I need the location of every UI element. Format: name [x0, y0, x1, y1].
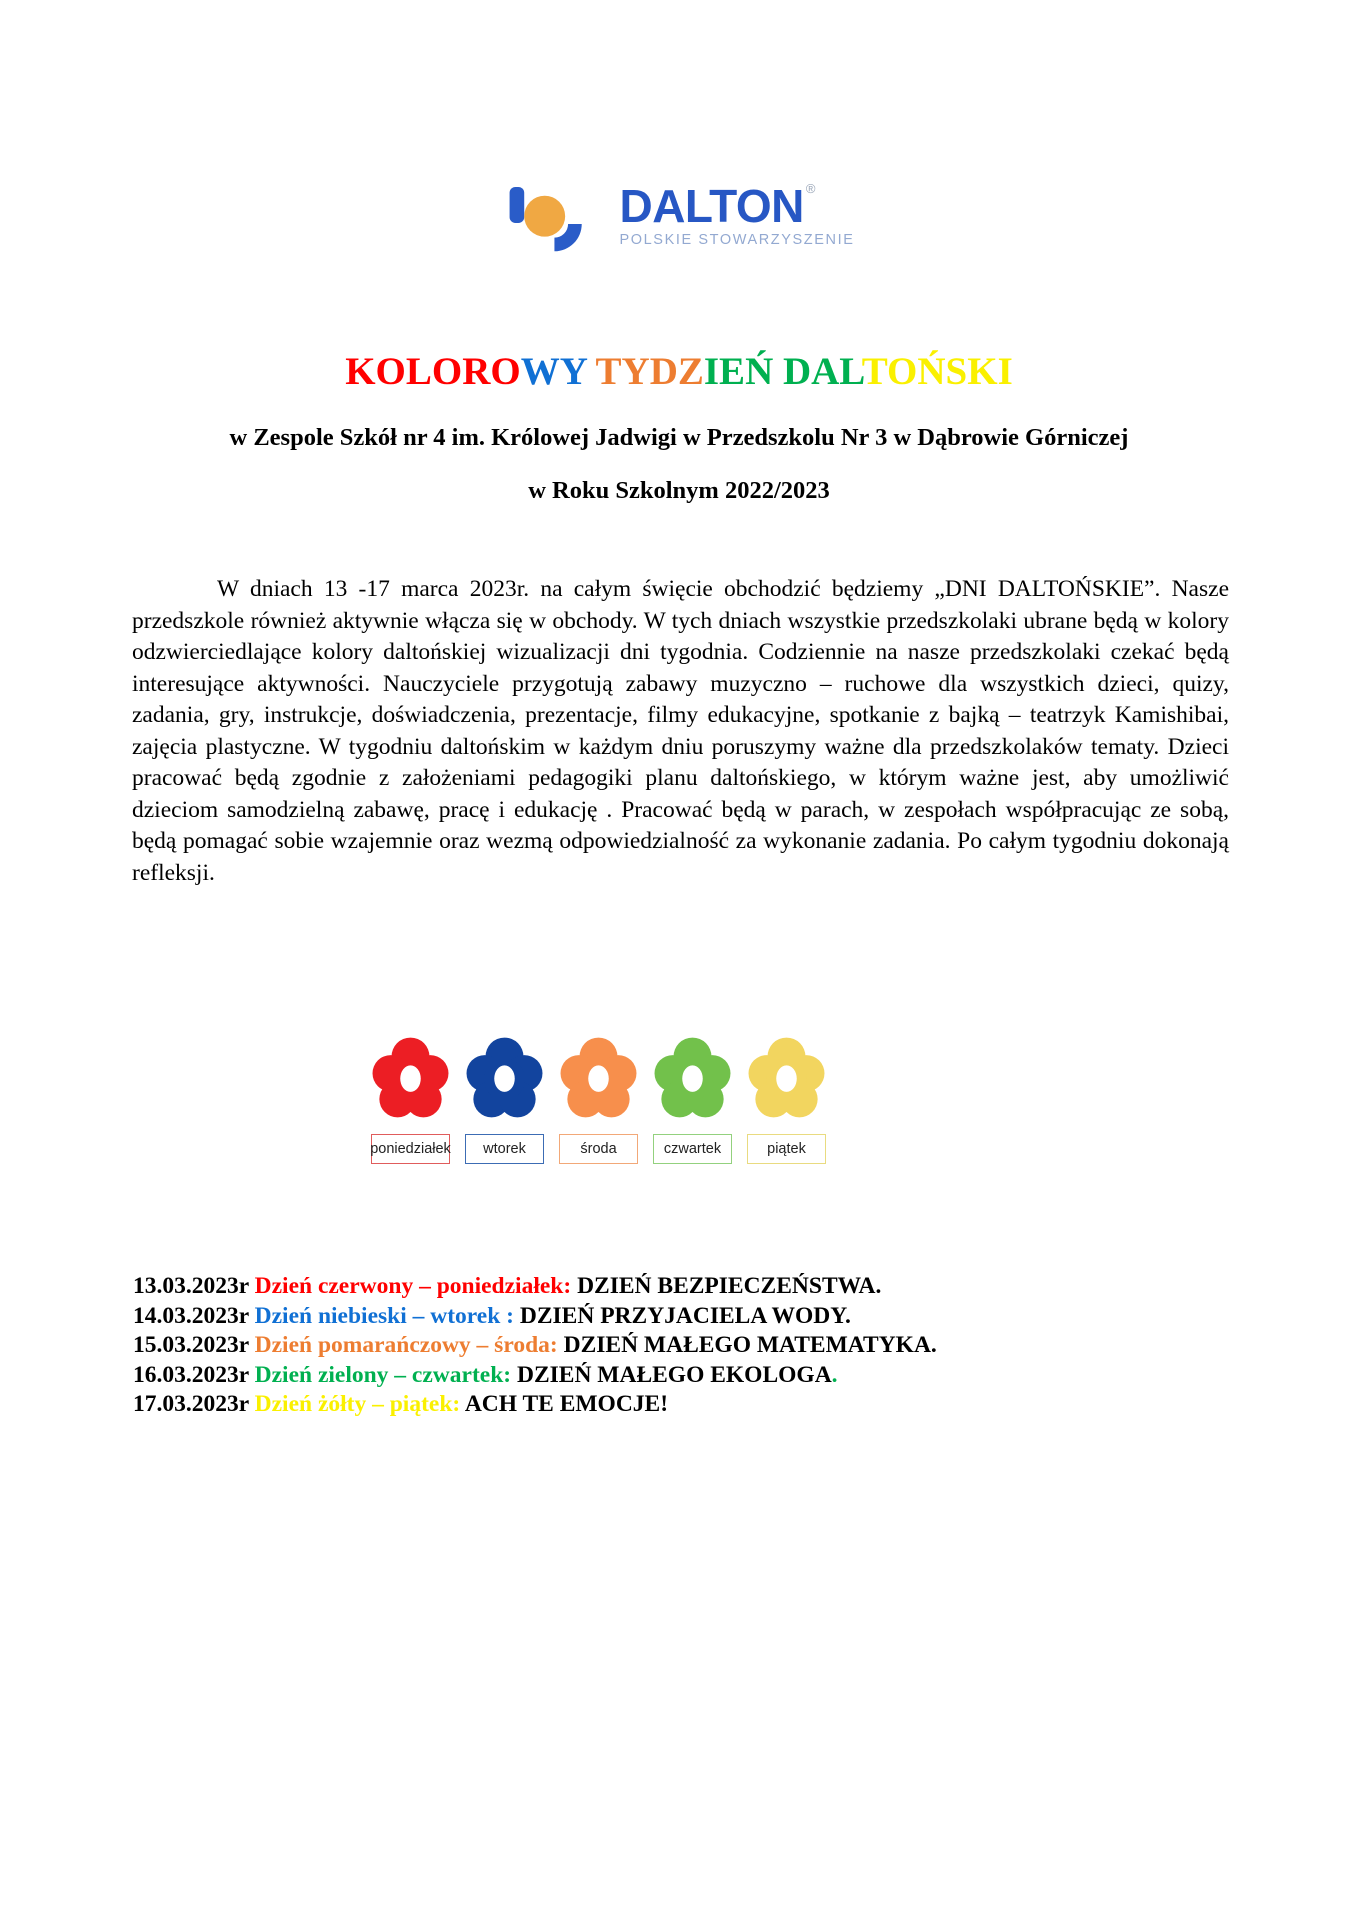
- day-label-box: poniedziałek: [371, 1134, 450, 1164]
- logo-tagline: POLSKIE STOWARZYSZENIE: [619, 232, 855, 248]
- day-label-box: piątek: [747, 1134, 826, 1164]
- schedule-list: [133, 1272, 1233, 1420]
- title-segment: KOLORO: [345, 350, 521, 393]
- schedule-segment: DZIEŃ BEZPIECZEŃSTWA.: [577, 1273, 882, 1299]
- schedule-segment: DZIEŃ MAŁEGO EKOLOGA: [516, 1361, 832, 1388]
- day-column: [559, 1034, 638, 1164]
- weekday-flowers-row: [371, 1034, 826, 1164]
- schedule-segment: DZIEŃ MAŁEGO MATEMATYKA.: [563, 1332, 937, 1358]
- day-label-box: wtorek: [465, 1134, 544, 1164]
- day-column: [653, 1034, 732, 1164]
- flower-icon: [465, 1034, 544, 1124]
- schedule-segment: 13.03.2023r: [133, 1273, 255, 1299]
- title-segment: WY: [520, 350, 587, 393]
- schedule-line: [133, 1331, 1233, 1361]
- dalton-logo-icon: [503, 185, 601, 263]
- dalton-logo: [503, 180, 855, 263]
- schedule-line: [133, 1302, 1233, 1332]
- schedule-segment: 16.03.2023r: [133, 1361, 255, 1388]
- title-segment: TYDZ: [586, 350, 704, 393]
- day-label-box: środa: [559, 1134, 638, 1164]
- schedule-line: [133, 1272, 1233, 1302]
- subtitle-year: w Roku Szkolnym 2022/2023: [528, 477, 830, 504]
- title-segment: TOŃSKI: [861, 350, 1013, 393]
- schedule-segment: DZIEŃ PRZYJACIELA WODY.: [519, 1302, 851, 1329]
- day-column: [465, 1034, 544, 1164]
- schedule-segment: Dzień czerwony – poniedziałek:: [254, 1273, 578, 1299]
- document-title: [0, 350, 1358, 394]
- logo-brand-text: DALTON: [619, 180, 804, 232]
- schedule-segment: Dzień pomarańczowy – środa:: [254, 1332, 564, 1358]
- flower-icon: [747, 1034, 826, 1124]
- flower-icon: [653, 1034, 732, 1124]
- flower-icon: [559, 1034, 638, 1124]
- schedule-segment: 17.03.2023r: [133, 1391, 255, 1417]
- intro-paragraph: W dniach 13 -17 marca 2023r. na całym święcie obchodzić będziemy „DNI DALTOŃSKIE”. Nasze przedszkole również aktywnie włącza się w obchody. W tych dniach wszystkie przedszkolaki ubrane będą w kolory odzwierciedlające kolory daltońskiej wizualizacji dni tygodnia. Codziennie na nasze przedszkolaki czekać będą interesujące aktywności. Nauczyciele przygotują zabawy muzyczno – ruchowe dla wszystkich dzieci, quizy, zadania, gry, instrukcje, doświadczenia, prezentacje, filmy edukacyjne, spotkanie z bajką – teatrzyk Kamishibai, zajęcia plastyczne. W tygodniu daltońskim w każdym dniu poruszymy ważne dla przedszkolaków tematy. Dzieci pracować będą zgodnie z założeniami pedagogiki planu daltońskiego, w którym ważne jest, aby umożliwić dzieciom samodzielną zabawę, pracę i edukację . Pracować będą w parach, w zespołach współpracując ze sobą, będą pomagać sobie wzajemnie oraz wezmą odpowiedzialność za wykonanie zadania. Po całym tygodniu dokonają refleksji.: [132, 576, 1229, 886]
- day-label-box: czwartek: [653, 1134, 732, 1164]
- day-column: [747, 1034, 826, 1164]
- schedule-segment: Dzień niebieski – wtorek :: [254, 1302, 520, 1329]
- title-segment: IEŃ DAL: [703, 350, 862, 393]
- day-column: [371, 1034, 450, 1164]
- schedule-segment: 14.03.2023r: [133, 1302, 255, 1329]
- registered-mark-icon: ®: [805, 181, 816, 196]
- schedule-segment: ACH TE EMOCJE!: [464, 1391, 669, 1417]
- flower-icon: [371, 1034, 450, 1124]
- schedule-segment: 15.03.2023r: [133, 1332, 255, 1358]
- schedule-segment: .: [831, 1361, 838, 1388]
- subtitle-school: w Zespole Szkół nr 4 im. Królowej Jadwigi w Przedszkolu Nr 3 w Dąbrowie Górniczej: [229, 424, 1129, 451]
- logo-text: [619, 180, 855, 248]
- schedule-segment: Dzień żółty – piątek:: [254, 1391, 465, 1417]
- schedule-segment: Dzień zielony – czwartek:: [254, 1361, 517, 1388]
- schedule-line: [133, 1390, 1233, 1420]
- schedule-line: [133, 1361, 1233, 1391]
